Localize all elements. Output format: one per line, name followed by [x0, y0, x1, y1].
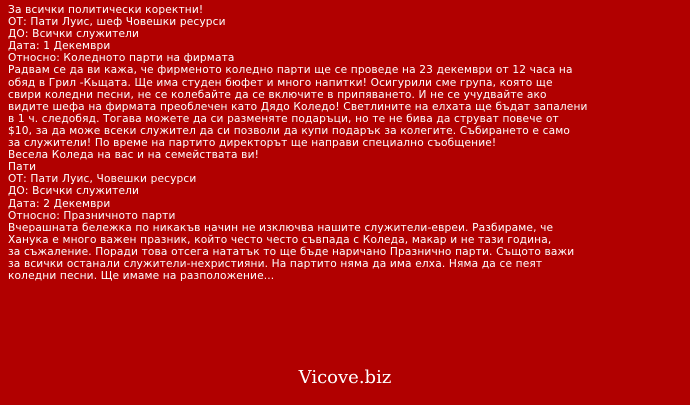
memo1-signature: Пати [8, 161, 37, 174]
memo1-to: ДО: Всички служители [8, 28, 140, 41]
memo1-body-line: в 1 ч. следобяд. Тогава можете да си разменяте подаръци, но те не бива да струват повече от [8, 112, 559, 125]
memo1-body-line: Радвам се да ви кажа, че фирменото коледно парти ще се проведе на 23 декември от 12 часа на [8, 64, 573, 77]
memo2-body-line: за всички останали служители-нехристияни. На партито няма да има елха. Няма да се пеят [8, 257, 543, 270]
memo1-body-line: $10, за да може всеки служител да си позволи да купи подарък за колегите. Събирането е само [8, 124, 571, 137]
joke-text-block [8, 4, 680, 282]
site-watermark: Vicove.biz [298, 367, 392, 388]
memo1-subject: Относно: Коледното парти на фирмата [8, 52, 235, 65]
memo1-from: ОТ: Пати Луис, шеф Човешки ресурси [8, 16, 226, 29]
memo1-body-line: за служители! По време на партито директорът ще направи специално съобщение! [8, 137, 497, 150]
memo1-date: Дата: 1 Декември [8, 40, 111, 53]
memo2-body-line: за съжаление. Поради това отсега нататък то ще бъде наричано Празнично парти. Същото важи [8, 245, 575, 258]
memo1-title: За всички политически коректни! [8, 4, 204, 16]
memo2-from: ОТ: Пати Луис, Човешки ресурси [8, 173, 197, 186]
memo1-body-line: Весела Коледа на вас и на семействата ви! [8, 149, 260, 162]
memo2-body-line: коледни песни. Ще имаме на разположение... [8, 270, 275, 283]
memo1-body-line: свири коледни песни, не се колебайте да се включите в припяването. И не се учудвайте ако [8, 88, 547, 101]
memo1-body-line: видите шефа на фирмата преоблечен като Дядо Коледо! Светлините на елхата ще бъдат запалени [8, 100, 588, 113]
memo2-body-line: Вчерашната бележка по никакъв начин не изключва нашите служители-евреи. Разбираме, че [8, 221, 554, 234]
memo2-subject: Относно: Празничното парти [8, 209, 176, 222]
memo2-to: ДО: Всички служители [8, 185, 140, 198]
memo1-body-line: обяд в Грил -Кьщата. Ще има студен бюфет и много напитки! Осигурили сме група, която ще [8, 76, 553, 89]
memo2-date: Дата: 2 Декември [8, 197, 111, 210]
memo2-body-line: Ханука е много важен празник, който често често съвпада с Коледа, макар и не тази година, [8, 233, 552, 246]
